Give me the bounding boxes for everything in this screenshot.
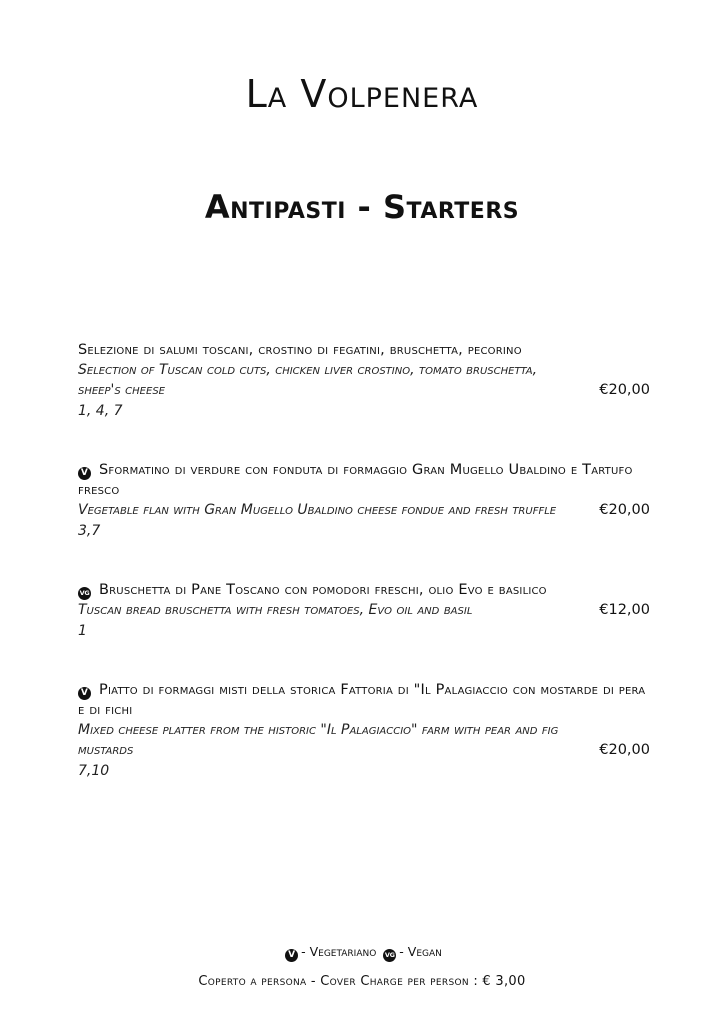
vegan-badge-icon: VG (383, 949, 396, 962)
menu-item-description: Selection of Tuscan cold cuts, chicken liver crostino, tomato bruschetta, sheep's cheese (78, 362, 538, 398)
vegetarian-badge-icon: V (78, 687, 91, 700)
menu-item-description-row (78, 360, 650, 400)
menu-item-name: V Piatto di formaggi misti della storica Fattoria di "Il Palagiaccio con mostarde di pera e di fichi (78, 682, 646, 718)
vegetarian-badge-icon: V (78, 467, 91, 480)
menu-item-name: VG Bruschetta di Pane Toscano con pomodori freschi, olio Evo e basilico (79, 582, 547, 598)
menu-item-description: Tuscan bread bruschetta with fresh tomatoes, Evo oil and basil (78, 602, 473, 618)
menu-item-description: Mixed cheese platter from the historic "Il Palagiaccio" farm with pear and fig mustards (78, 722, 559, 758)
menu-item-description: Vegetable flan with Gran Mugello Ubaldino cheese fondue and fresh truffle (78, 502, 557, 518)
vegetarian-label: - Vegetariano (301, 944, 377, 959)
menu-item-description-row (78, 600, 650, 620)
menu-item-price: €12,00 (599, 602, 650, 618)
menu-item-allergens: 7,10 (78, 763, 110, 779)
section-title: Antipasti - Starters (204, 188, 520, 226)
menu-item-price: €20,00 (599, 502, 650, 518)
menu-item (78, 340, 650, 422)
menu-item-name: Selezione di salumi toscani, crostino di fegatini, bruschetta, pecorino (78, 342, 522, 358)
menu-item-name: V Sformatino di verdure con fonduta di formaggio Gran Mugello Ubaldino e Tartufo fresco (78, 462, 633, 498)
vegetarian-badge-icon: V (285, 949, 298, 962)
diet-legend (0, 944, 724, 962)
menu-item-allergens: 3,7 (78, 523, 101, 539)
menu-item-price: €20,00 (599, 382, 650, 398)
menu-list (78, 340, 650, 782)
menu-item-description-row (78, 720, 650, 760)
cover-charge: Coperto a persona - Cover Charge per person : € 3,00 (198, 974, 526, 989)
menu-item (78, 460, 650, 542)
menu-item (78, 580, 650, 642)
vegan-label: - Vegan (399, 944, 442, 959)
menu-item-description-row (78, 500, 650, 520)
menu-item (78, 680, 650, 782)
menu-item-allergens: 1, 4, 7 (78, 403, 123, 419)
vegan-badge-icon: VG (78, 587, 91, 600)
restaurant-name: La Volpenera (245, 72, 479, 116)
menu-item-price: €20,00 (599, 742, 650, 758)
menu-item-allergens: 1 (78, 623, 87, 639)
